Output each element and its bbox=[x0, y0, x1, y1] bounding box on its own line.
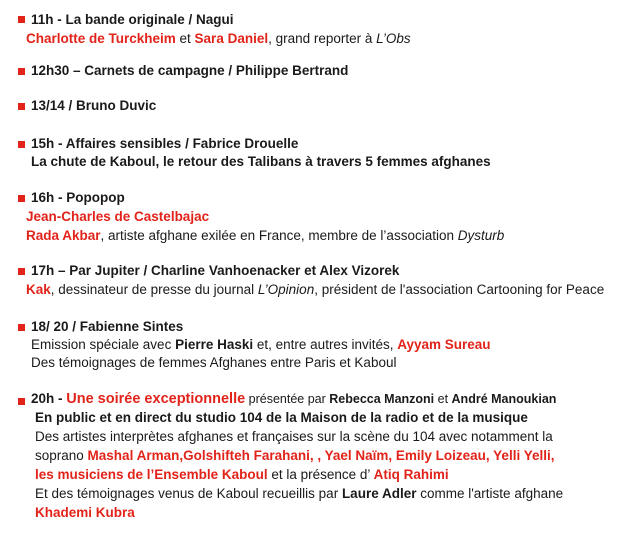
guest-description: , dessinateur de presse du journal bbox=[50, 282, 258, 297]
connector-text: et bbox=[175, 31, 195, 46]
bullet-icon bbox=[18, 268, 25, 275]
guest-description: , artiste afghane exilée en France, membre de l’association bbox=[100, 228, 458, 243]
program-heading: 11h - La bande originale / Nagui bbox=[31, 12, 234, 27]
bullet-icon bbox=[18, 324, 25, 331]
guest-name: Sara Daniel bbox=[194, 31, 269, 46]
outlet-name: L’Opinion bbox=[257, 282, 315, 297]
connector-text: présentée par bbox=[245, 392, 330, 406]
intro-text: Et des témoignages venus de Kaboul recueillis par bbox=[35, 486, 342, 501]
connector-text: comme l'artiste afghane bbox=[416, 486, 564, 501]
connector-text: et bbox=[434, 392, 452, 406]
testimony-line bbox=[35, 485, 563, 502]
guest-name: Pierre Haski bbox=[175, 337, 254, 352]
guest-name: Jean-Charles de Castelbajac bbox=[26, 209, 210, 224]
connector-text: et la présence d’ bbox=[267, 467, 374, 482]
guest-name: Charlotte de Turckheim bbox=[26, 31, 176, 46]
guest-name: Atiq Rahimi bbox=[373, 467, 449, 482]
bullet-icon bbox=[18, 103, 25, 110]
program-description: Des artistes interprètes afghanes et françaises sur la scène du 104 avec notamment la bbox=[35, 429, 553, 444]
intro-text: Emission spéciale avec bbox=[31, 337, 176, 352]
connector-text: et, entre autres invités, bbox=[253, 337, 398, 352]
program-heading: 12h30 – Carnets de campagne / Philippe Bertrand bbox=[31, 63, 349, 78]
bullet-icon bbox=[18, 141, 25, 148]
outlet-name: L’Obs bbox=[376, 31, 411, 46]
program-heading: 13/14 / Bruno Duvic bbox=[31, 98, 157, 113]
bullet-icon bbox=[18, 195, 25, 202]
artist-names: Mashal Arman,Golshifteh Farahani, , Yael Naïm, Emily Loizeau, Yelli Yelli, bbox=[87, 448, 555, 463]
bullet-icon bbox=[18, 16, 25, 23]
artists-line bbox=[35, 447, 554, 464]
program-description: Des témoignages de femmes Afghanes entre Paris et Kaboul bbox=[31, 355, 397, 370]
guest-description: , président de l'association Cartooning for Peace bbox=[314, 282, 605, 297]
bullet-icon bbox=[18, 398, 25, 405]
guest-line bbox=[31, 336, 491, 353]
venue-line: En public et en direct du studio 104 de la Maison de la radio et de la musique bbox=[35, 410, 528, 425]
guest-name: Ayyam Sureau bbox=[397, 337, 491, 352]
association-name: Dysturb bbox=[457, 228, 505, 243]
program-time: 20h - bbox=[31, 391, 67, 406]
guest-line bbox=[26, 227, 504, 244]
guest-name: Kak bbox=[26, 282, 51, 297]
program-heading: 16h - Popopop bbox=[31, 190, 125, 205]
guest-name: Khademi Kubra bbox=[35, 505, 135, 520]
program-heading: 18/ 20 / Fabienne Sintes bbox=[31, 319, 184, 334]
guest-name: Rada Akbar bbox=[26, 228, 101, 243]
artists-line bbox=[35, 466, 449, 483]
guest-role: , grand reporter à bbox=[268, 31, 377, 46]
program-subtitle: La chute de Kaboul, le retour des Talibans à travers 5 femmes afghanes bbox=[31, 154, 491, 169]
bullet-icon bbox=[18, 68, 25, 75]
guest-name: Laure Adler bbox=[341, 486, 417, 501]
host-name: André Manoukian bbox=[451, 392, 557, 406]
program-heading: 17h – Par Jupiter / Charline Vanhoenacker et Alex Vizorek bbox=[31, 263, 400, 278]
ensemble-name: les musiciens de l’Ensemble Kaboul bbox=[35, 467, 268, 482]
host-name: Rebecca Manzoni bbox=[329, 392, 435, 406]
intro-text: soprano bbox=[35, 448, 88, 463]
program-heading: 15h - Affaires sensibles / Fabrice Drouelle bbox=[31, 136, 299, 151]
program-title: Une soirée exceptionnelle bbox=[66, 391, 246, 407]
guest-line bbox=[26, 281, 604, 298]
guest-line bbox=[26, 30, 411, 47]
program-heading bbox=[31, 390, 556, 408]
